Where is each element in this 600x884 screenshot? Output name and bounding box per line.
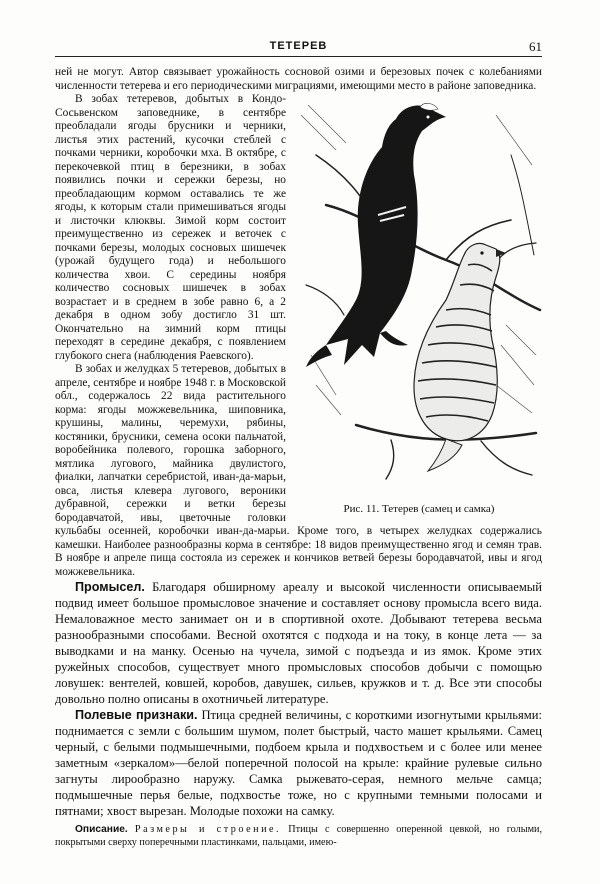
section-description xyxy=(55,823,542,849)
paragraph-field-marks-text: Птица средней величины, с короткими изогнутыми крыльями: поднимается с земли с большим шумом, полет быстрый, часто машет крыльями. Самец черный, с белыми подмышечными, подбоем крыла и подхвостьем и с более или менее заметным «зеркалом»—белой поперечной полосой на крыле: крайние рулевые сильно загнуты лирообразно наружу. Самка рыжевато-серая, немного мельче самца; подмышечные перья белые, подхвостье тоже, но с крупными темными полосами и пятнами; хвост вырезан. Молодые похожи на самку. xyxy=(55,708,542,818)
section-hunting xyxy=(55,579,542,819)
page-number: 61 xyxy=(529,39,542,54)
paragraph-hunting xyxy=(55,579,542,707)
paragraph-moscow-region: В зобах и желудках 5 тетеревов, добытых в апреле, сентябре и ноябре 1948 г. в Московской обл., содержалось 22 вида растительного корма: ягоды можжевельника, шиповника, крушины, малины, черемухи, рябины, костяники, брусники, семена осоки пальчатой, воробейника полевого, горошка заборного, мятлика лугового, майника двулистого, фиалки, лапчатки серебристой, иван-да-марьи, овса, листья клевера лугового, вероники дубравной, сережки и ветки березы бородавчатой, ивы, цветочные головки кульбабы осенней, коробочки иван-да-марьи. Кроме того, в четырех желудках содержались камешки. Наиболее разнообразны корма в сентябре: 18 видов преимущественно ягод и семян трав. В ноябре и апреле пища состояла из сережек и кончиков ветвей березы бородавчатой, ивы и ягод можжевельника. xyxy=(55,363,542,578)
header-rule xyxy=(55,56,542,57)
body-text xyxy=(55,66,542,849)
heading-description: Описание. xyxy=(75,824,128,835)
paragraph-description xyxy=(55,823,542,849)
paragraph-field-marks xyxy=(55,707,542,819)
paragraph-hunting-text: Благодаря обширному ареалу и высокой численности описываемый подвид имеет большое промысловое значение и составляет основу промысла всего вида. Немаловажное место занимает он и в спортивной охоте. Добывают тетерева весьма разнообразными способами. Весной охотятся с подхода и на току, в конце лета — за выводками и на манку. Осенью на чучела, зимой с подъезда и из ямок. Кроме этих ружейных способов, существует много промысловых способов добычи с помощью ловушек: вентелей, ковшей, коробов, давушек, сильев, кружков и т. д. Все эти способы довольно полно описаны в охотничьей литературе. xyxy=(55,580,542,706)
subheading-size-structure: Размеры и строение. xyxy=(134,824,282,835)
page-header xyxy=(55,40,542,56)
paragraph-kondo-sosva-text: В зобах тетеревов, добытых в Кондо-Сосьвенском заповеднике, в сентябре преобладали ягоды брусники и черники, листья этих растений, кусочки стеблей с почками черники, коробочки мха. В октябре, с перекочевкой птиц в березники, в зобах появились почки и сережки березы, но преобладающим кормом оставались те же ягоды, к которым стали примешиваться ягоды и листочки клюквы. Зимой корм состоит преимущественно из сережек и веточек с почками березы, молодых сосновых шишечек (урожай будущего года) и небольшого количества хвои. С середины ноября количество сосновых шишечек в зобах возрастает и в среднем в зобе равно 6, а 2 декабря в одном зобу достигло 31 шт. Окончательно на зимний корм птицы переходят в середине декабря, с появлением глубокого снега (наблюдения Раевского). xyxy=(55,93,286,362)
paragraph-continuation: ней не могут. Автор связывает урожайность сосновой озими и березовых почек с колебаниями численности тетерева и его периодическими миграциями, имеющими место в районе заповедника. xyxy=(55,66,542,92)
heading-hunting: Промысел. xyxy=(75,580,145,594)
running-title: ТЕТЕРЕВ xyxy=(269,40,328,52)
paragraph-description-text: Птицы с совершенно оперенной цевкой, но голыми, покрытыми сверху поперечными пластинками, пальцами, имею- xyxy=(55,824,543,848)
figure-caption: Рис. 11. Тетерев (самец и самка) xyxy=(343,502,495,515)
figure-black-grouse xyxy=(296,95,542,520)
black-grouse-illustration xyxy=(296,95,542,485)
heading-field-marks: Полевые признаки. xyxy=(75,708,198,722)
